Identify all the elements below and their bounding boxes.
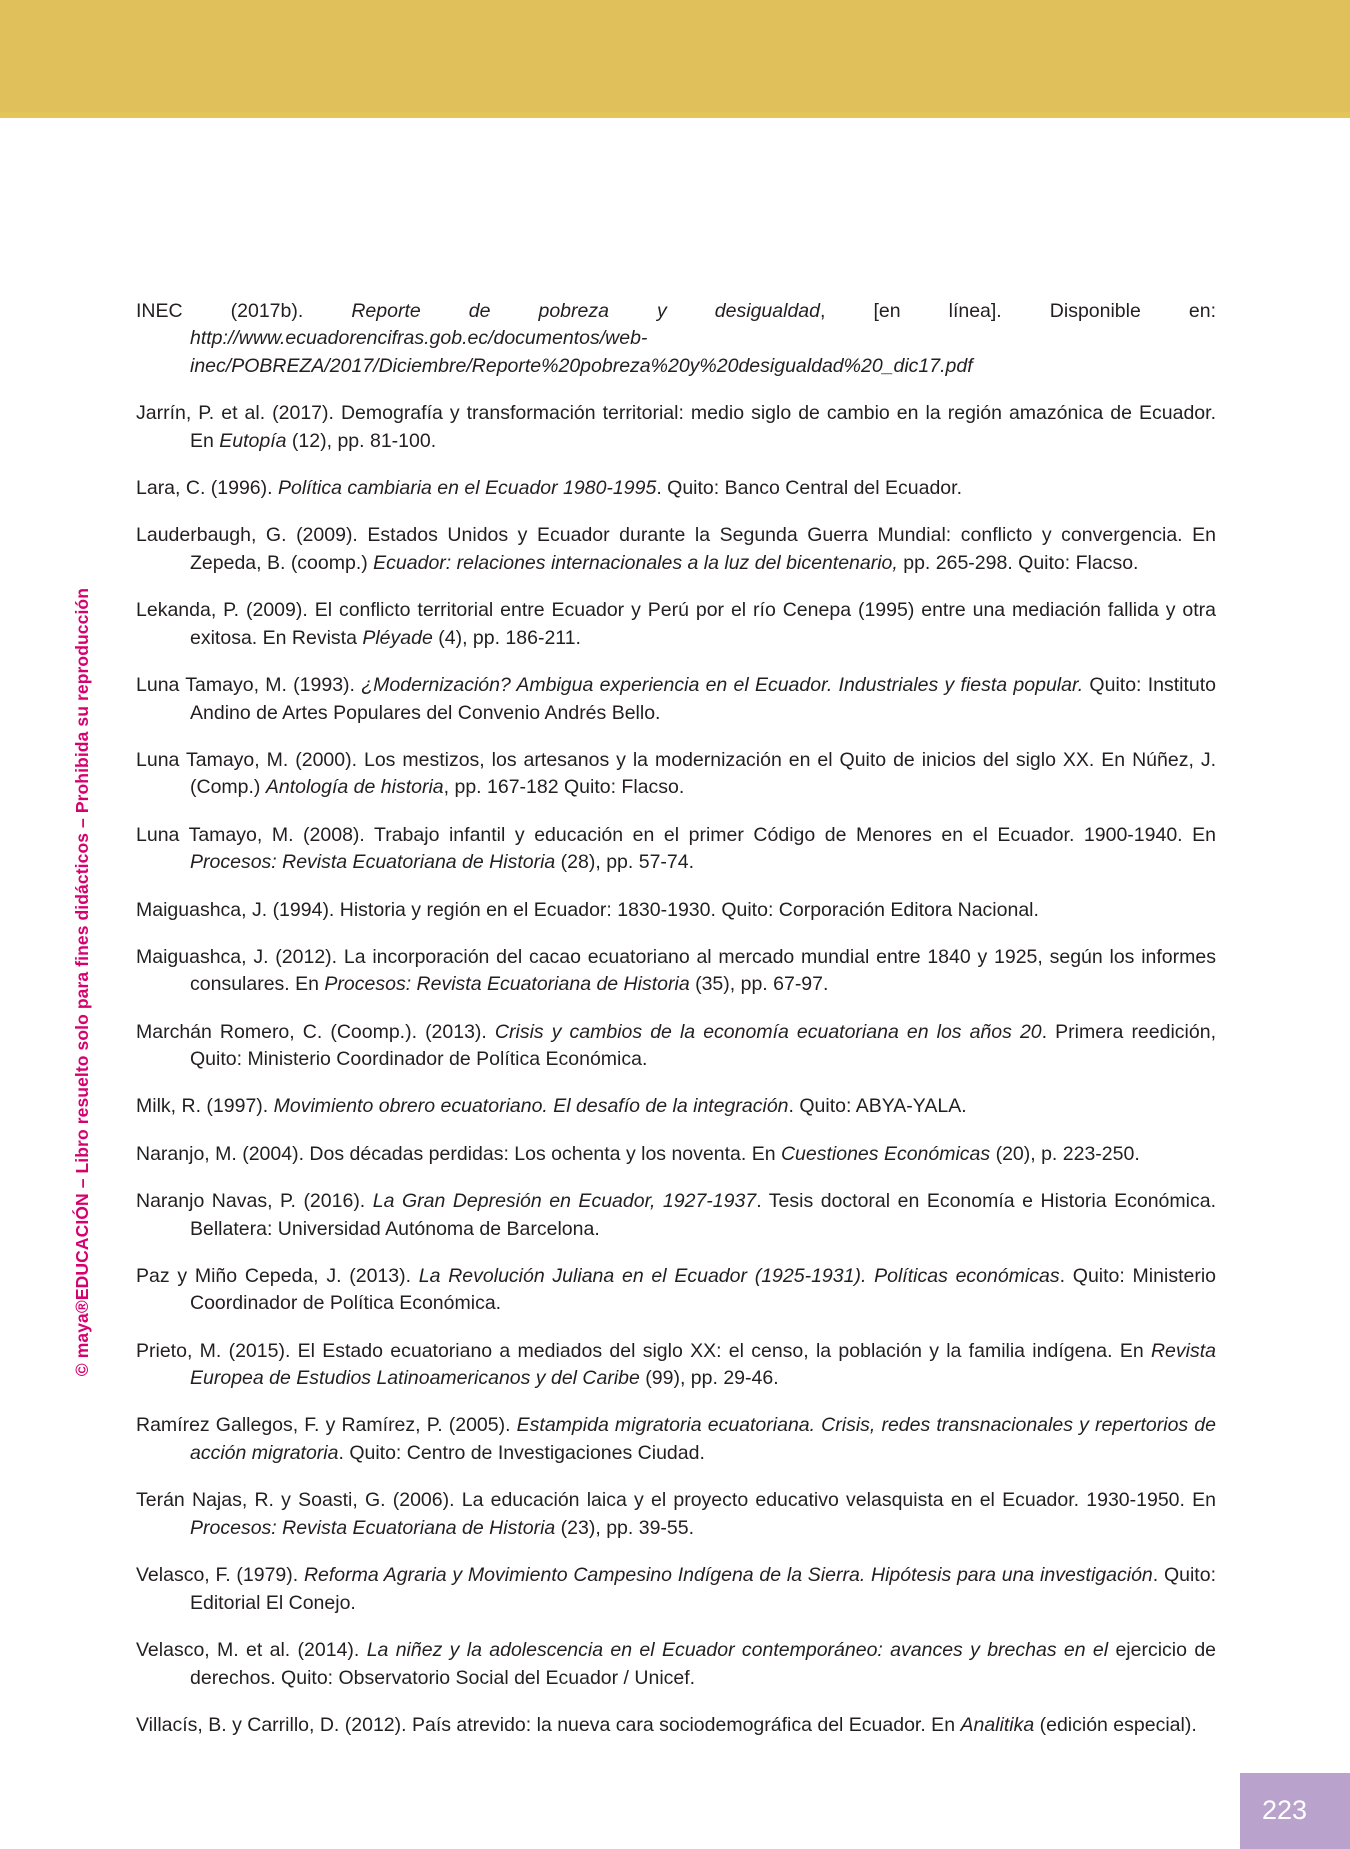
reference-text: . Quito: Banco Central del Ecuador. <box>656 476 962 499</box>
reference-entry <box>136 1263 1216 1318</box>
reference-text: . Quito: Ministerio Coordinador de Política Económica. <box>190 1264 1216 1315</box>
reference-entry <box>136 400 1216 455</box>
reference-title-italic: Movimiento obrero ecuatoriano. El desafío de la integración <box>273 1095 789 1118</box>
reference-title-italic: Cuestiones Económicas <box>780 1142 991 1165</box>
reference-entry <box>136 522 1216 577</box>
reference-text: , pp. 167-182 Quito: Flacso. <box>443 776 685 799</box>
reference-text: , [en línea]. Disponible en: <box>819 299 1216 322</box>
reference-entry <box>136 1338 1216 1393</box>
page-number: 223 <box>1262 1795 1308 1825</box>
reference-title-italic: Política cambiaria en el Ecuador 1980-1995 <box>277 476 657 499</box>
reference-text: Prieto, M. (2015). El Estado ecuatoriano a mediados del siglo XX: el censo, la población y la familia indígena. En <box>136 1339 1151 1362</box>
references-list <box>136 278 1216 1740</box>
reference-text: Terán Najas, R. y Soasti, G. (2006). La educación laica y el proyecto educativo velasquista en el Ecuador. 1930-1950. En <box>136 1489 1216 1512</box>
reference-text: Luna Tamayo, M. (2000). Los mestizos, los artesanos y la modernización en el Quito de inicios del siglo XX. En Núñez, J. (Comp.) <box>136 748 1216 799</box>
reference-text: Marchán Romero, C. (Coomp.). (2013). <box>136 1020 495 1043</box>
reference-entry <box>136 1141 1216 1169</box>
reference-text: Milk, R. (1997). <box>136 1095 274 1118</box>
reference-title-italic: http://www.ecuadorencifras.gob.ec/documentos/web-inec/POBREZA/2017/Diciembre/Reporte%20pobreza%20y%20desigualdad%20_dic17.pdf <box>190 327 973 377</box>
reference-entry <box>136 1412 1216 1467</box>
reference-entry <box>136 1562 1216 1617</box>
reference-title-italic: Ecuador: relaciones internacionales a la luz del bicentenario, <box>373 551 898 574</box>
reference-text: Velasco, M. et al. (2014). <box>136 1639 367 1662</box>
reference-entry <box>136 1637 1216 1692</box>
reference-title-italic: Analitika <box>960 1713 1035 1736</box>
reference-text: Naranjo, M. (2004). Dos décadas perdidas: Los ochenta y los noventa. En <box>136 1142 781 1165</box>
reference-title-italic: Pléyade <box>362 626 433 649</box>
reference-text: (12), pp. 81-100. <box>286 429 437 452</box>
reference-text: Maiguashca, J. (1994). Historia y región en el Ecuador: 1830-1930. Quito: Corporación Editora Nacional. <box>136 898 1039 921</box>
reference-text: . Quito: Editorial El Conejo. <box>190 1564 1216 1614</box>
reference-text: (35), pp. 67-97. <box>689 973 829 996</box>
reference-entry <box>136 672 1216 727</box>
reference-text: Velasco, F. (1979). <box>136 1564 304 1587</box>
reference-text: Villacís, B. y Carrillo, D. (2012). País atrevido: la nueva cara sociodemográfica del Ecuador. En <box>136 1713 961 1736</box>
reference-entry <box>136 1188 1216 1243</box>
reference-text: (edición especial). <box>1034 1713 1197 1736</box>
reference-text: Lekanda, P. (2009). El conflicto territorial entre Ecuador y Perú por el río Cenepa (1995) entre una mediación fallida y otra exitosa. En Revista <box>136 599 1216 649</box>
header-decorative-band <box>0 0 1350 118</box>
reference-title-italic: Reforma Agraria y Movimiento Campesino Indígena de la Sierra. Hipótesis para una investigación <box>303 1564 1153 1587</box>
reference-text: (4), pp. 186-211. <box>432 626 581 649</box>
reference-title-italic: ¿Modernización? Ambigua experiencia en el Ecuador. Industriales y fiesta popular. <box>361 673 1084 696</box>
reference-text: Lauderbaugh, G. (2009). Estados Unidos y Ecuador durante la Segunda Guerra Mundial: conflicto y convergencia. En Zepeda, B. (coomp.) <box>136 524 1216 574</box>
reference-title-italic: Revista Europea de Estudios Latinoamericanos y del Caribe <box>190 1339 1216 1390</box>
reference-text: Ramírez Gallegos, F. y Ramírez, P. (2005). <box>136 1414 517 1437</box>
reference-text: (23), pp. 39-55. <box>555 1517 695 1539</box>
reference-title-italic: Procesos: Revista Ecuatoriana de Historia <box>190 851 556 874</box>
reference-text: . Primera reedición, Quito: Ministerio Coordinador de Política Económica. <box>190 1020 1216 1071</box>
reference-title-italic: Reporte de pobreza y desigualdad <box>351 299 820 322</box>
reference-text: Jarrín, P. et al. (2017). Demografía y transformación territorial: medio siglo de cambio en la región amazónica de Ecuador. En <box>136 402 1216 452</box>
reference-text: . Tesis doctoral en Economía e Historia Económica. Bellatera: Universidad Autónoma de Barcelona. <box>190 1189 1216 1240</box>
reference-title-italic: La Revolución Juliana en el Ecuador (1925-1931). Políticas económicas <box>418 1264 1060 1287</box>
reference-text: Maiguashca, J. (2012). La incorporación del cacao ecuatoriano al mercado mundial entre 1840 y 1925, según los informes consulares. En <box>136 945 1216 996</box>
reference-text: Luna Tamayo, M. (2008). Trabajo infantil y educación en el primer Código de Menores en el Ecuador. 1900-1940. En <box>136 823 1216 846</box>
page-number-badge <box>1240 1773 1350 1849</box>
reference-entry <box>136 298 1216 381</box>
reference-text: (28), pp. 57-74. <box>555 851 695 874</box>
reference-entry <box>136 1019 1216 1074</box>
reference-entry <box>136 822 1216 877</box>
reference-title-italic: Eutopía <box>219 429 287 452</box>
reference-entry <box>136 747 1216 802</box>
reference-text: INEC (2017b). <box>136 299 352 322</box>
reference-text: . Quito: ABYA-YALA. <box>788 1095 967 1118</box>
reference-text: Naranjo Navas, P. (2016). <box>136 1189 373 1212</box>
reference-entry <box>136 1093 1216 1121</box>
reference-entry <box>136 897 1216 925</box>
reference-title-italic: La niñez y la adolescencia en el Ecuador contemporáneo: avances y brechas en el <box>366 1639 1109 1662</box>
reference-title-italic: La Gran Depresión en Ecuador, 1927-1937 <box>372 1189 757 1212</box>
page-body <box>0 118 1350 1825</box>
sidebar-copyright-text: © maya®EDUCACIÓN – Libro resuelto solo para fines didácticos – Prohibida su reproducción <box>72 588 92 1377</box>
reference-entry <box>136 475 1216 503</box>
reference-text: Luna Tamayo, M. (1993). <box>136 673 362 696</box>
reference-entry <box>136 1712 1216 1740</box>
reference-entry <box>136 1487 1216 1542</box>
reference-entry <box>136 944 1216 999</box>
reference-title-italic: Estampida migratoria ecuatoriana. Crisis, redes transnacionales y repertorios de acción migratoria <box>190 1414 1216 1465</box>
header-band-inner <box>0 0 1350 112</box>
reference-title-italic: Procesos: Revista Ecuatoriana de Historia <box>324 973 690 996</box>
reference-title-italic: Antología de historia <box>265 776 444 799</box>
reference-text: (20), p. 223-250. <box>990 1142 1140 1165</box>
reference-title-italic: Procesos: Revista Ecuatoriana de Historia <box>190 1517 556 1539</box>
reference-text: Quito: Instituto Andino de Artes Populares del Convenio Andrés Bello. <box>190 673 1217 724</box>
reference-text: (99), pp. 29-46. <box>639 1367 779 1390</box>
reference-text: pp. 265-298. Quito: Flacso. <box>897 551 1139 574</box>
reference-entry <box>136 597 1216 652</box>
reference-text: ejercicio de derechos. Quito: Observatorio Social del Ecuador / Unicef. <box>190 1639 1217 1689</box>
reference-text: Lara, C. (1996). <box>136 476 278 499</box>
reference-text: Paz y Miño Cepeda, J. (2013). <box>136 1264 419 1287</box>
sidebar-copyright-credit <box>72 588 112 1448</box>
reference-title-italic: Crisis y cambios de la economía ecuatoriana en los años 20 <box>494 1020 1042 1043</box>
reference-text: . Quito: Centro de Investigaciones Ciudad. <box>338 1442 705 1465</box>
